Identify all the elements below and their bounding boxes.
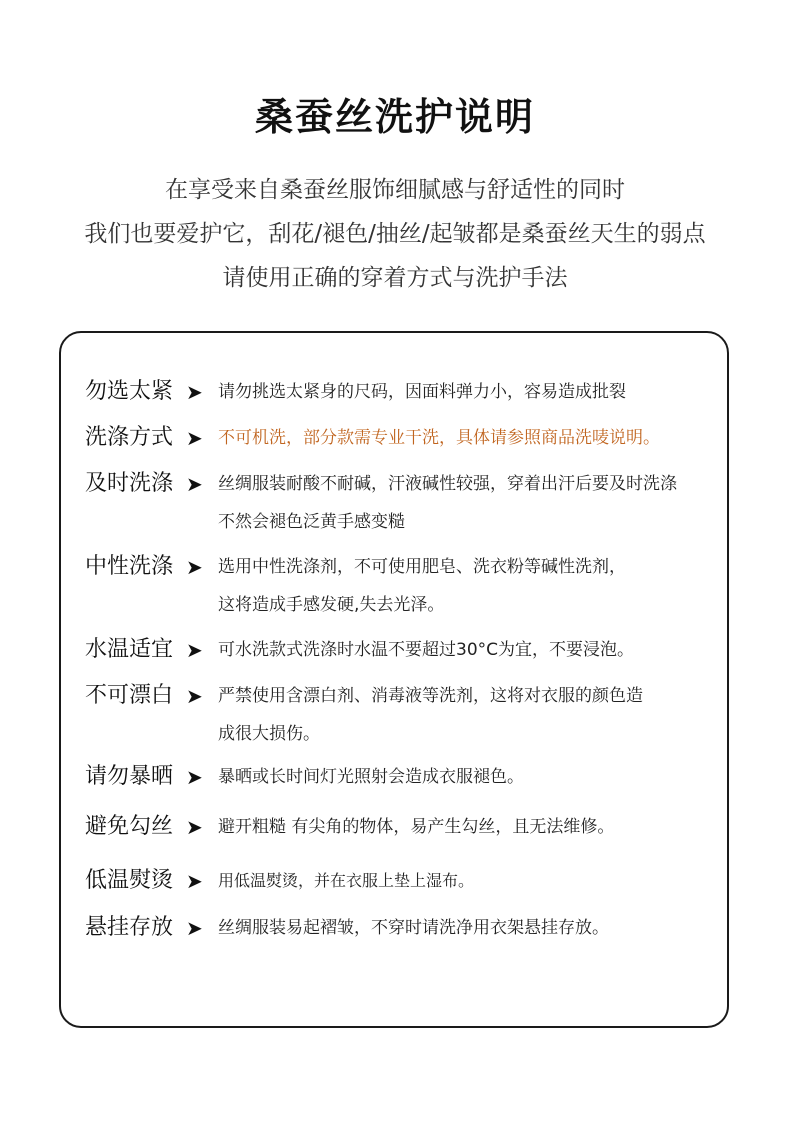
care-item-description bbox=[218, 373, 728, 411]
description-line: 避开粗糙 有尖角的物体，易产生勾丝，且无法维修。 bbox=[218, 817, 615, 837]
description-line: 不然会褪色泛黄手感变糙 bbox=[218, 512, 405, 532]
description-line: 严禁使用含漂白剂、消毒液等洗剂，这将对衣服的颜色造 bbox=[218, 686, 643, 706]
arrow-right-icon: ➤ bbox=[186, 380, 203, 404]
intro-line: 我们也要爱护它，刮花/褪色/抽丝/起皱都是桑蚕丝天生的弱点 bbox=[84, 221, 706, 247]
care-item-label: 中性洗涤 bbox=[85, 554, 174, 579]
arrow-right-icon: ➤ bbox=[186, 555, 203, 579]
care-item-description bbox=[218, 631, 728, 669]
care-item-description bbox=[218, 909, 728, 947]
care-item-label: 勿选太紧 bbox=[85, 379, 174, 404]
description-line: 不可机洗，部分款需专业干洗，具体请参照商品洗唛说明。 bbox=[218, 428, 660, 448]
description-line: 成很大损伤。 bbox=[218, 724, 320, 744]
care-item-description bbox=[218, 677, 728, 753]
care-item-description bbox=[218, 862, 728, 900]
care-item-label: 请勿暴晒 bbox=[85, 764, 174, 789]
care-item-label: 及时洗涤 bbox=[85, 471, 174, 496]
care-item-description bbox=[218, 808, 728, 846]
description-line: 选用中性洗涤剂，不可使用肥皂、洗衣粉等碱性洗剂， bbox=[218, 557, 626, 577]
arrow-right-icon: ➤ bbox=[186, 916, 203, 940]
page-title: 桑蚕丝洗护说明 bbox=[254, 95, 535, 139]
care-item-label: 低温熨烫 bbox=[85, 868, 174, 893]
intro-text bbox=[0, 168, 790, 300]
care-item-description bbox=[218, 548, 728, 624]
description-line: 这将造成手感发硬,失去光泽。 bbox=[218, 595, 445, 615]
care-item-description bbox=[218, 758, 728, 796]
description-line: 丝绸服装耐酸不耐碱，汗液碱性较强，穿着出汗后要及时洗涤 bbox=[218, 474, 677, 494]
arrow-right-icon: ➤ bbox=[186, 684, 203, 708]
description-line: 请勿挑选太紧身的尺码，因面料弹力小，容易造成批裂 bbox=[218, 382, 626, 402]
care-item-label: 不可漂白 bbox=[85, 683, 174, 708]
arrow-right-icon: ➤ bbox=[186, 815, 203, 839]
arrow-right-icon: ➤ bbox=[186, 869, 203, 893]
care-item-label: 悬挂存放 bbox=[85, 915, 174, 940]
care-item-label: 洗涤方式 bbox=[85, 425, 174, 450]
description-line: 暴晒或长时间灯光照射会造成衣服褪色。 bbox=[218, 767, 524, 787]
arrow-right-icon: ➤ bbox=[186, 426, 203, 450]
description-line: 用低温熨烫，并在衣服上垫上湿布。 bbox=[218, 871, 475, 890]
care-item-description bbox=[218, 419, 728, 457]
care-item-description bbox=[218, 465, 728, 541]
arrow-right-icon: ➤ bbox=[186, 765, 203, 789]
care-item-label: 水温适宜 bbox=[85, 637, 174, 662]
intro-line: 在享受来自桑蚕丝服饰细腻感与舒适性的同时 bbox=[165, 177, 625, 203]
care-item-label: 避免勾丝 bbox=[85, 814, 174, 839]
description-line: 可水洗款式洗涤时水温不要超过30°C为宜，不要浸泡。 bbox=[218, 640, 635, 660]
intro-line: 请使用正确的穿着方式与洗护手法 bbox=[222, 265, 568, 291]
arrow-right-icon: ➤ bbox=[186, 472, 203, 496]
arrow-right-icon: ➤ bbox=[186, 638, 203, 662]
description-line: 丝绸服装易起褶皱，不穿时请洗净用衣架悬挂存放。 bbox=[218, 918, 609, 938]
